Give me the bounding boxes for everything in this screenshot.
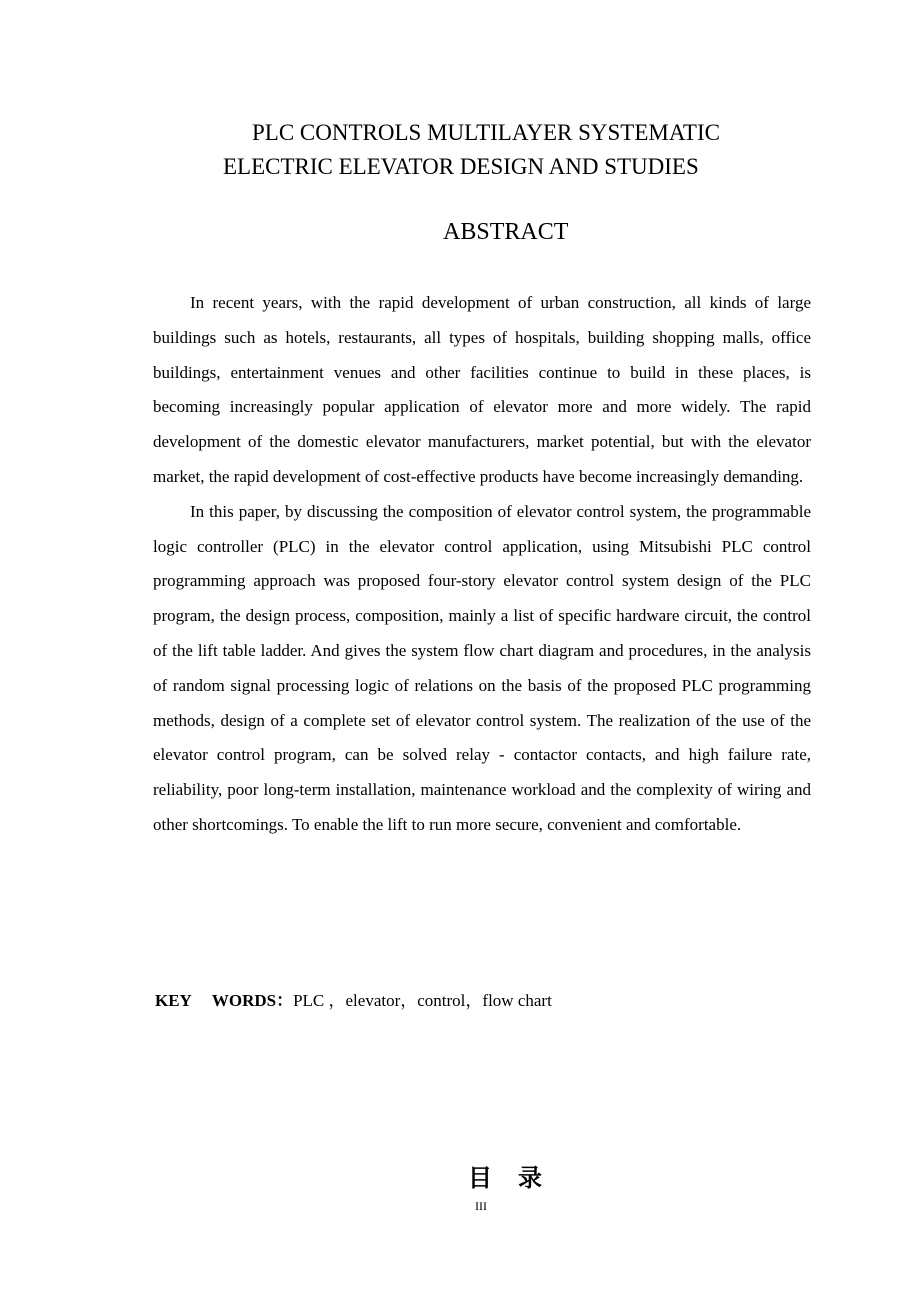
keywords-colon: ： bbox=[276, 991, 294, 1010]
abstract-body bbox=[153, 286, 811, 843]
keywords-line bbox=[155, 986, 552, 1011]
keywords-values: PLC ，elevator，control，flow chart bbox=[293, 991, 552, 1010]
title-line-2: ELECTRIC ELEVATOR DESIGN AND STUDIES bbox=[223, 154, 699, 179]
abstract-paragraph-2: In this paper, by discussing the composition of elevator control system, the programmable logic controller (PLC) in the elevator control application, using Mitsubishi PLC control programming approach was proposed four-story elevator control system design of the PLC program, the design process, composition, mainly a list of specific hardware circuit, the control of the lift table ladder. And gives the system flow chart diagram and procedures, in the analysis of random signal processing logic of relations on the basis of the proposed PLC programming methods, design of a complete set of elevator control system. The realization of the use of the elevator control program, can be solved relay - contactor contacts, and high failure rate, reliability, poor long-term installation, maintenance workload and the complexity of wiring and other shortcomings. To enable the lift to run more secure, convenient and comfortable. bbox=[153, 501, 811, 834]
keywords-label bbox=[155, 991, 293, 1010]
title-line-1: PLC CONTROLS MULTILAYER SYSTEMATIC bbox=[252, 120, 720, 145]
abstract-heading: ABSTRACT bbox=[443, 219, 569, 245]
keywords-label-key: KEY bbox=[155, 991, 192, 1010]
keywords-label-words: WORDS bbox=[211, 991, 277, 1010]
page-number: III bbox=[475, 1199, 487, 1213]
toc-title: 目录 bbox=[468, 1164, 568, 1192]
abstract-paragraph-1: In recent years, with the rapid development of urban construction, all kinds of large buildings such as hotels, restaurants, all types of hospitals, building shopping malls, office buildings, entertainment venues and other facilities continue to build in these places, is becoming increasingly popular application of elevator more and more widely. The rapid development of the domestic elevator manufacturers, market potential, but with the elevator market, the rapid development of cost-effective products have become increasingly demanding. bbox=[153, 293, 811, 486]
